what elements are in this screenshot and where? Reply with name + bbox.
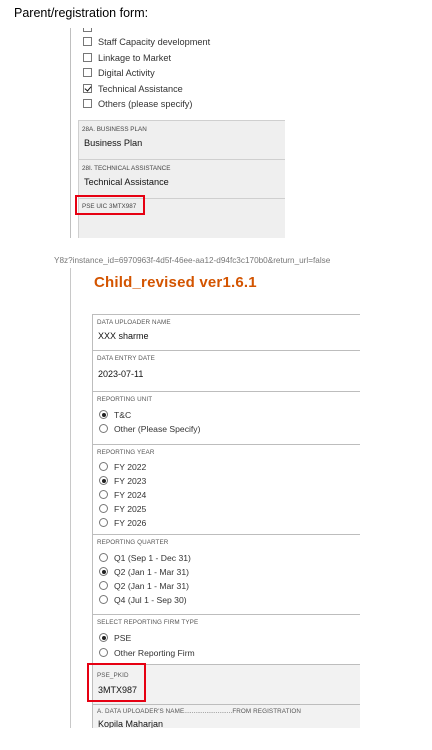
- checkbox-linkage-market[interactable]: [83, 50, 171, 65]
- radio-button-selected[interactable]: [99, 476, 108, 485]
- field-label: SELECT REPORTING FIRM TYPE: [97, 619, 199, 626]
- technical-assistance-value: Technical Assistance: [84, 177, 169, 187]
- data-uploader-name-field[interactable]: [92, 314, 360, 350]
- field-label: DATA UPLOADER NAME: [97, 319, 171, 326]
- checkbox-label: Technical Assistance: [98, 83, 183, 94]
- reporting-firm-type-field: [92, 614, 360, 664]
- radio-option-other-firm[interactable]: [99, 646, 195, 659]
- radio-option-q2-duplicate[interactable]: [99, 579, 189, 592]
- reporting-quarter-field: [92, 534, 360, 614]
- child-form: [54, 268, 360, 728]
- checkbox-label: Digital Activity: [98, 67, 155, 78]
- radio-button[interactable]: [99, 462, 108, 471]
- field-value: XXX sharme: [98, 331, 149, 341]
- reporting-year-field: [92, 444, 360, 534]
- form-guide-line: [70, 268, 71, 728]
- checkbox-box[interactable]: [83, 68, 92, 77]
- radio-option-q4[interactable]: [99, 593, 187, 606]
- screenshot-caption: Parent/registration form:: [14, 6, 149, 20]
- checkbox-box[interactable]: [83, 37, 92, 46]
- data-entry-date-field[interactable]: [92, 350, 360, 391]
- field-value: 3MTX987: [98, 685, 138, 695]
- radio-button[interactable]: [99, 648, 108, 657]
- radio-button[interactable]: [99, 553, 108, 562]
- checkbox-staff-capacity[interactable]: [83, 34, 210, 49]
- reporting-unit-field: [92, 391, 360, 444]
- radio-option-fy2022[interactable]: [99, 460, 146, 473]
- radio-button-selected[interactable]: [99, 410, 108, 419]
- technical-assistance-cell: [78, 159, 285, 199]
- field-label: REPORTING UNIT: [97, 396, 153, 403]
- checkbox-box-checked[interactable]: [83, 84, 92, 93]
- radio-label: Other Reporting Firm: [114, 647, 195, 658]
- radio-label: FY 2025: [114, 503, 147, 514]
- radio-label: Q4 (Jul 1 - Sep 30): [114, 594, 187, 605]
- uploader-from-registration-field: [92, 704, 360, 728]
- field-value: Kopila Maharjan: [98, 719, 164, 728]
- checkbox-digital-activity[interactable]: [83, 65, 155, 80]
- url-fragment: Y8z?instance_id=6970963f-4d5f-46ee-aa12-d94fc3c170b0&return_url=false: [54, 256, 331, 265]
- field-label: A. DATA UPLOADER'S NAME..........................FROM REGISTRATION: [97, 708, 302, 715]
- form-title: Child_revised ver1.6.1: [94, 274, 257, 291]
- radio-option-pse[interactable]: [99, 631, 131, 644]
- radio-label: T&C: [114, 409, 132, 420]
- field-label: REPORTING QUARTER: [97, 539, 169, 546]
- highlight-box-pse-uic: [75, 195, 145, 215]
- business-plan-value: Business Plan: [84, 138, 143, 148]
- radio-button-selected[interactable]: [99, 567, 108, 576]
- radio-option-other[interactable]: [99, 422, 200, 435]
- field-label: PSE_PKID: [97, 672, 129, 679]
- pse-uic-label: PSE UIC 3MTX987: [82, 203, 137, 210]
- radio-button[interactable]: [99, 424, 108, 433]
- radio-button[interactable]: [99, 518, 108, 527]
- radio-label: FY 2024: [114, 489, 147, 500]
- checkbox-box[interactable]: [83, 99, 92, 108]
- radio-option-fy2023[interactable]: [99, 474, 146, 487]
- radio-option-tc[interactable]: [99, 408, 131, 421]
- radio-label: Q2 (Jan 1 - Mar 31): [114, 566, 189, 577]
- checkbox-technical-assistance[interactable]: [83, 81, 183, 96]
- radio-label: PSE: [114, 632, 132, 643]
- field-label: DATA ENTRY DATE: [97, 355, 155, 362]
- radio-label: Other (Please Specify): [114, 423, 201, 434]
- radio-label: FY 2022: [114, 461, 147, 472]
- radio-option-fy2024[interactable]: [99, 488, 146, 501]
- radio-option-q2[interactable]: [99, 565, 189, 578]
- radio-label: Q1 (Sep 1 - Dec 31): [114, 552, 191, 563]
- business-plan-label: 28A. BUSINESS PLAN: [82, 126, 147, 133]
- radio-button[interactable]: [99, 581, 108, 590]
- radio-button[interactable]: [99, 595, 108, 604]
- radio-label: FY 2026: [114, 517, 147, 528]
- checkbox-others[interactable]: [83, 96, 192, 111]
- technical-assistance-label: 28I. TECHNICAL ASSISTANCE: [82, 165, 171, 172]
- field-label: REPORTING YEAR: [97, 449, 155, 456]
- radio-button[interactable]: [99, 504, 108, 513]
- checkbox-label: Others (please specify): [98, 98, 193, 109]
- radio-button-selected[interactable]: [99, 633, 108, 642]
- highlight-box-pse-pkid: [87, 663, 146, 702]
- radio-option-q1[interactable]: [99, 551, 191, 564]
- radio-label: Q2 (Jan 1 - Mar 31): [114, 580, 189, 591]
- field-value: 2023-07-11: [98, 369, 144, 379]
- form-guide-line: [70, 28, 71, 238]
- radio-button[interactable]: [99, 490, 108, 499]
- checkbox-box[interactable]: [83, 53, 92, 62]
- checkbox-label: Staff Capacity development: [98, 36, 211, 47]
- radio-label: FY 2023: [114, 475, 147, 486]
- checkbox[interactable]: [83, 28, 92, 32]
- radio-option-fy2026[interactable]: [99, 516, 146, 529]
- business-plan-cell: [78, 120, 285, 160]
- radio-option-fy2025[interactable]: [99, 502, 146, 515]
- checkbox-label: Linkage to Market: [98, 52, 172, 63]
